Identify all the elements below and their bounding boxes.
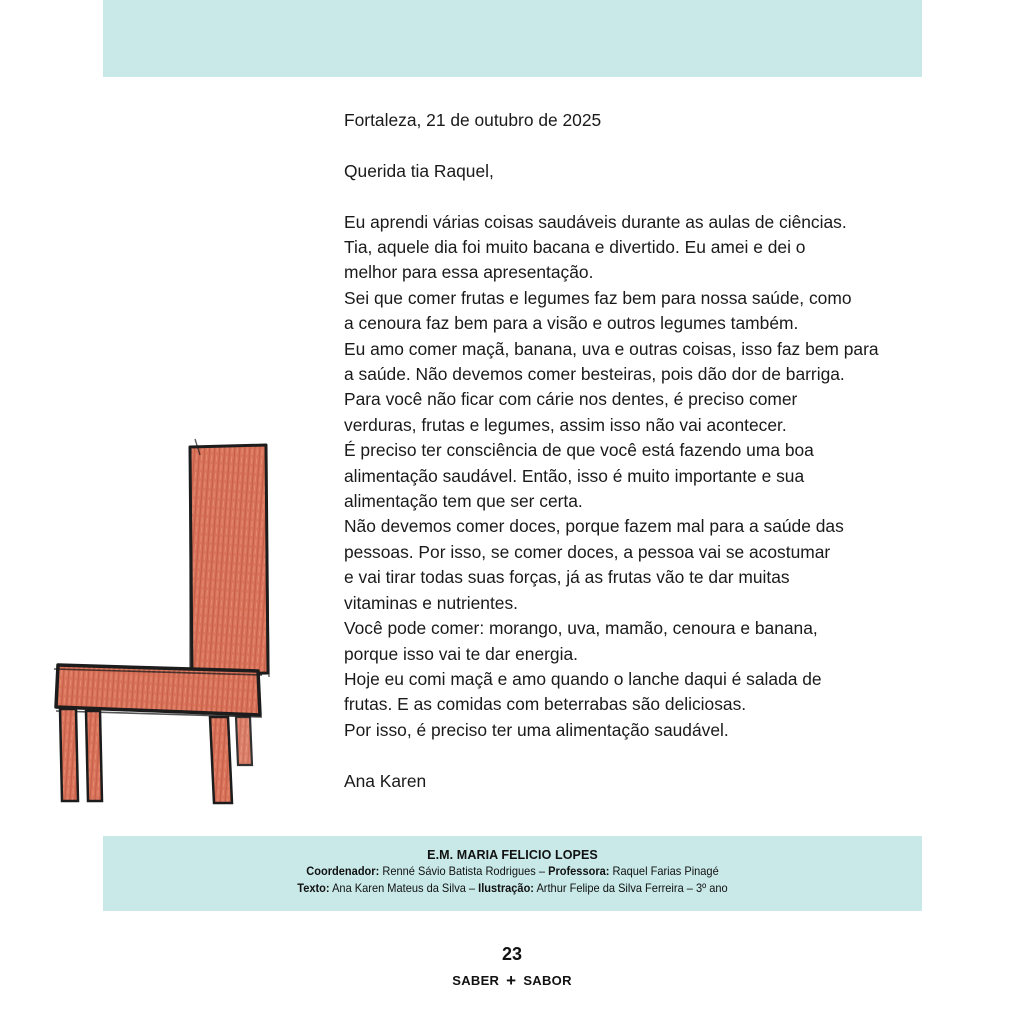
chair-leg (60, 709, 78, 801)
text-author: Ana Karen Mateus da Silva (332, 881, 466, 895)
publication-brand (0, 970, 1024, 990)
top-color-band (103, 0, 922, 77)
letter-line: a cenoura faz bem para a visão e outros legumes também. (344, 313, 799, 334)
chair-back (190, 445, 268, 675)
letter-line: verduras, frutas e legumes, assim isso não vai acontecer. (344, 414, 787, 435)
chair-drawing (40, 425, 290, 810)
letter-line: melhor para essa apresentação. (344, 262, 594, 283)
illustration-label: Ilustração: (478, 881, 534, 895)
brand-left: SABER (452, 973, 500, 988)
illustrator-name: Arthur Felipe da Silva Ferreira (536, 881, 684, 895)
spacer (344, 184, 934, 209)
letter-line: vitaminas e nutrientes. (344, 592, 518, 613)
page-number: 23 (501, 944, 523, 964)
letter (344, 108, 934, 794)
chair-leg (86, 711, 102, 801)
letter-line: alimentação saudável. Então, isso é muito importante e sua (344, 465, 805, 486)
credits-line-staff (136, 863, 889, 880)
letter-line: alimentação tem que ser certa. (344, 491, 583, 512)
separator: – (538, 864, 546, 878)
letter-line: Eu aprendi várias coisas saudáveis durante as aulas de ciências. (344, 211, 847, 232)
text-label: Texto: (297, 881, 330, 895)
plus-icon: + (506, 971, 517, 990)
letter-line: e vai tirar todas suas forças, já as frutas vão te dar muitas (344, 567, 790, 588)
letter-greeting: Querida tia Raquel, (344, 160, 494, 181)
school-name: E.M. MARIA FELICIO LOPES (427, 848, 598, 862)
chair-leg (210, 717, 232, 803)
spacer (344, 743, 934, 768)
letter-line: Você pode comer: morango, uva, mamão, cenoura e banana, (344, 618, 818, 639)
letter-line: É preciso ter consciência de que você está fazendo uma boa (344, 440, 814, 461)
teacher-label: Professora: (548, 864, 610, 878)
letter-line: Por isso, é preciso ter uma alimentação saudável. (344, 719, 729, 740)
spacer (344, 133, 934, 158)
coordinator-name: Renné Sávio Batista Rodrigues (382, 864, 536, 878)
letter-line: Para você não ficar com cárie nos dentes, é preciso comer (344, 389, 798, 410)
separator: – (468, 881, 476, 895)
grade: 3º ano (696, 881, 728, 895)
chair-leg (236, 717, 252, 765)
brand-right: SABOR (523, 973, 572, 988)
letter-line: Hoje eu comi maçã e amo quando o lanche daqui é salada de (344, 668, 822, 689)
coordinator-label: Coordenador: (306, 864, 380, 878)
separator: – (686, 881, 693, 895)
credits-line-authors (136, 880, 889, 897)
letter-line: a saúde. Não devemos comer besteiras, pois dão dor de barriga. (344, 364, 845, 385)
letter-line: porque isso vai te dar energia. (344, 643, 578, 664)
letter-line: Eu amo comer maçã, banana, uva e outras coisas, isso faz bem para (344, 338, 879, 359)
teacher-name: Raquel Farias Pinagé (612, 864, 719, 878)
letter-signature: Ana Karen (344, 770, 427, 791)
letter-line: Tia, aquele dia foi muito bacana e divertido. Eu amei e dei o (344, 237, 806, 257)
letter-line: Sei que comer frutas e legumes faz bem para nossa saúde, como (344, 287, 852, 308)
letter-date: Fortaleza, 21 de outubro de 2025 (344, 110, 602, 130)
letter-line: frutas. E as comidas com beterrabas são deliciosas. (344, 694, 747, 715)
letter-line: Não devemos comer doces, porque fazem mal para a saúde das (344, 516, 844, 537)
letter-line: pessoas. Por isso, se comer doces, a pessoa vai se acostumar (344, 541, 831, 562)
credits-box (103, 836, 922, 911)
